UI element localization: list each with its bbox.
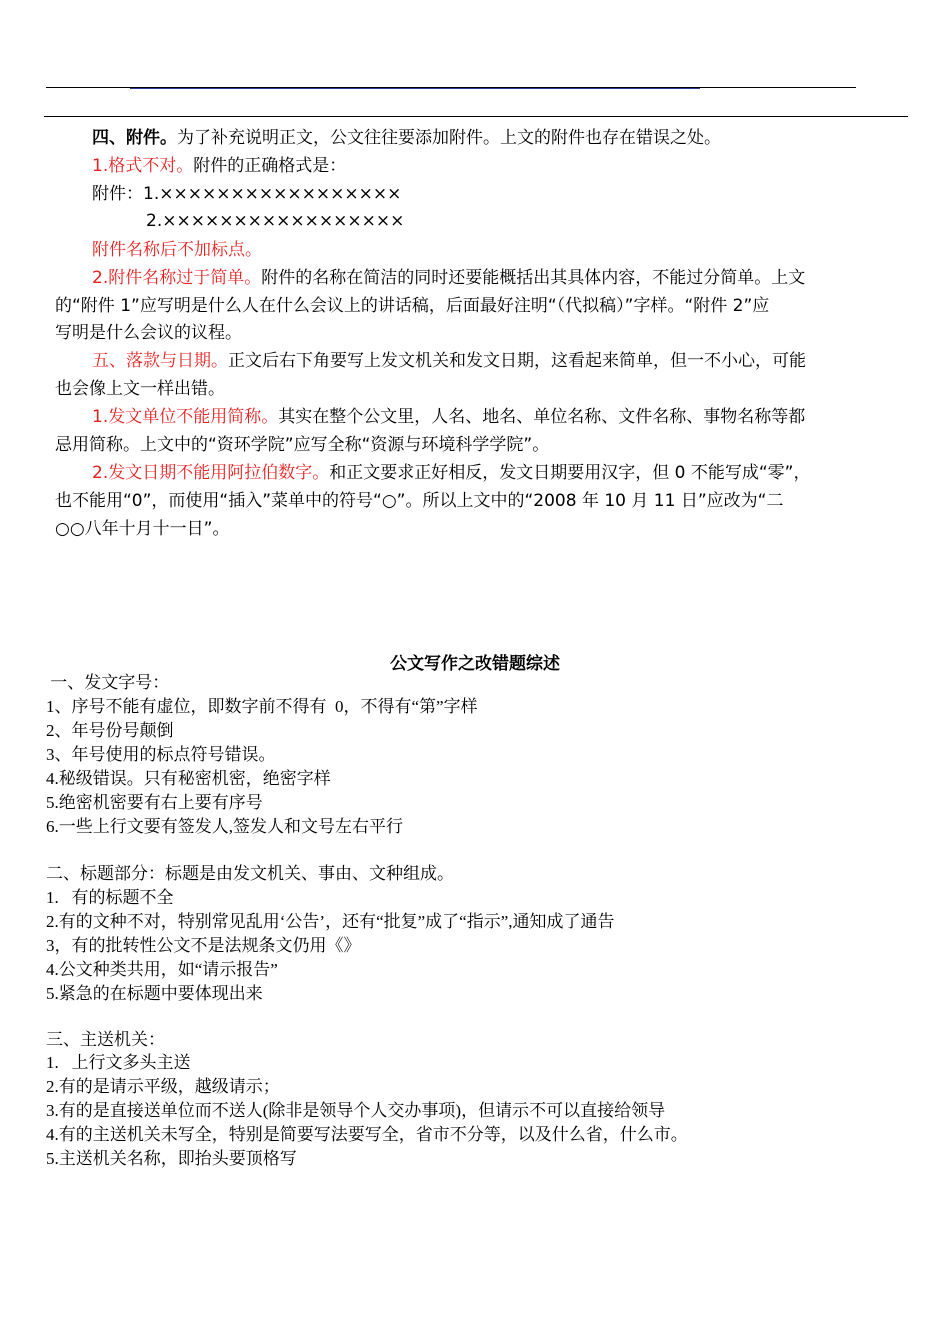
section-2-item: 2.有的文种不对，特别常见乱用‘公告’，还有“批复”成了“指示”,通知成了通告 [46,912,615,931]
attach-line-1 [92,184,401,204]
section-3-item: 3.有的是直接送单位而不送人(除非是领导个人交办事项)，但请示不可以直接给领导 [46,1101,666,1120]
s5-1-heading: 1.发文单位不能用简称。 [92,407,279,427]
section-1-item: 2、年号份号颠倒 [46,721,174,740]
s5-1-line-a [92,407,805,427]
header-rule-bottom [44,116,908,117]
s5-line-a [92,351,806,371]
s5-2-line-a [92,463,810,483]
section-2-item: 3，有的批转性公文不是法规条文仍用《》 [46,936,361,955]
section-3-item: 1. 上行文多头主送 [46,1053,191,1072]
section-3-item: 5.主送机关名称，即抬头要顶格写 [46,1149,297,1168]
summary-title: 公文写作之改错题综述 [390,654,560,673]
section-1-item: 1、序号不能有虚位，即数字前不得有 0，不得有“第”字样 [46,697,478,716]
s4-2-text-a: 附件的名称在简洁的同时还要能概括出其具体内容，不能过分简单。上文 [261,268,806,288]
s5-2-line-b: 也不能用“0”，而使用“插入”菜单中的符号“○”。所以上文中的“2008 年 10 月 11 日”应改为“二 [55,491,784,511]
s4-2-heading: 2.附件名称过于简单。 [92,268,262,288]
s5-2-heading: 2.发文日期不能用阿拉伯数字。 [92,463,330,483]
attach-item-1: 1.××××××××××××××××× [143,184,402,204]
section-1-item: 3、年号使用的标点符号错误。 [46,745,276,764]
s5-line-b: 也会像上文一样出错。 [55,379,225,399]
s4-heading: 四、附件。 [92,128,177,148]
s5-1-line-b: 忌用简称。上文中的“资环学院”应写全称“资源与环境科学学院”。 [55,435,550,455]
section-3-item: 4.有的主送机关未写全，特别是简要写法要写全，省市不分等，以及什么省，什么市。 [46,1125,688,1144]
s5-heading: 五、落款与日期。 [92,351,228,371]
s4-text: 为了补充说明正文，公文往往要添加附件。上文的附件也存在错误之处。 [177,128,721,148]
section-2-item: 5.紧急的在标题中要体现出来 [46,984,263,1003]
section-3-heading: 三、主送机关： [46,1030,165,1049]
s5-1-text-a: 其实在整个公文里，人名、地名、单位名称、文件名称、事物名称等都 [278,407,806,427]
section-2-item: 4.公文种类共用，如“请示报告” [46,960,278,979]
s5-2-line-c: ○○八年十月十一日”。 [55,519,230,539]
s4-1-line [92,156,346,176]
s4-2-line-a [92,268,805,288]
section-1-heading: 一、发文字号： [46,673,170,692]
section-1-item: 6.一些上行文要有签发人,签发人和文号左右平行 [46,817,403,836]
s4-1-heading: 1.格式不对。 [92,156,194,176]
section-1-item: 5.绝密机密要有右上要有序号 [46,793,263,812]
s4-line [92,128,721,148]
section-1-item: 4.秘级错误。只有秘密机密，绝密字样 [46,769,331,788]
header-rule-blue-segment [130,88,700,89]
attach-note: 附件名称后不加标点。 [92,240,262,260]
s4-2-line-b: 的“附件 1”应写明是什么人在什么会议上的讲话稿，后面最好注明“（代拟稿）”字样。“附件 2”应 [55,296,770,316]
section-3-item: 2.有的是请示平级，越级请示； [46,1077,280,1096]
s5-2-text-a: 和正文要求正好相反，发文日期要用汉字，但 0 不能写成“零”， [329,463,811,483]
attach-line-2 [146,211,404,231]
s4-1-text: 附件的正确格式是： [193,156,347,176]
attach-item-2: 2.××××××××××××××××× [146,211,405,231]
section-2-heading: 二、标题部分：标题是由发文机关、事由、文种组成。 [46,864,454,883]
attach-label: 附件： [92,184,143,204]
s4-2-line-c: 写明是什么会议的议程。 [55,323,242,343]
section-2-item: 1. 有的标题不全 [46,888,174,907]
s5-text-a: 正文后右下角要写上发文机关和发文日期，这看起来简单，但一不小心，可能 [228,351,806,371]
